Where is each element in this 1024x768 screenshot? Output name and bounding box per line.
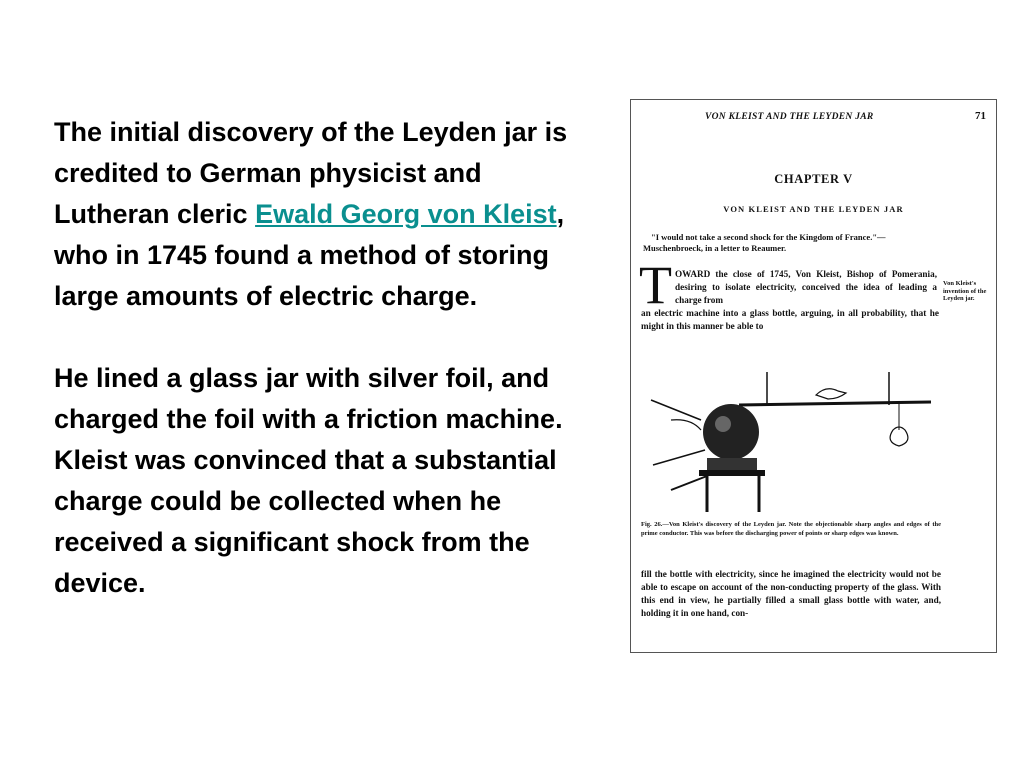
chapter-title: CHAPTER V	[774, 172, 853, 186]
paragraph-experiment: He lined a glass jar with silver foil, and charged the foil with a friction machine. Kleist was convinced that a substantial charge could be collected when he received a significant shock from the device.	[54, 363, 563, 598]
chapter-subtitle: VON KLEIST AND THE LEYDEN JAR	[723, 204, 904, 214]
margin-note: Von Kleist's invention of the Leyden jar.	[943, 280, 987, 302]
running-head: VON KLEIST AND THE LEYDEN JAR	[705, 112, 874, 122]
page-number: 71	[975, 110, 986, 122]
paragraph-discovery	[54, 112, 599, 317]
figure-caption: Fig. 26.—Von Kleist's discovery of the Leyden jar. Note the objectionable sharp angles and edges of the prime conductor. This was before the discharging power of points or sharp edges was known.	[641, 521, 941, 537]
body-text-continued: an electric machine into a glass bottle, arguing, in all probability, that he might in this manner be able to	[641, 308, 939, 331]
kleist-link[interactable]: Ewald Georg von Kleist	[255, 199, 557, 229]
slide-text	[54, 112, 599, 604]
body-text-start: OWARD the close of 1745, Von Kleist, Bishop of Pomerania, desiring to isolate electricity, conceived the idea of leading a charge from	[675, 269, 937, 305]
para1-text-before: The initial discovery of the Leyden jar is credited to German physicist and Lutheran cleric	[54, 117, 568, 229]
epigraph: "I would not take a second shock for the Kingdom of France."—Muschenbroeck, in a letter to Reaumer.	[643, 232, 886, 253]
body-text-after-figure: fill the bottle with electricity, since he imagined the electricity would not be able to escape on account of the non-conducting property of the glass. With this end in view, he partially filled a small glass bottle with water, and, holding it in one hand, con-	[641, 569, 941, 618]
para1-text-after: , who in 1745 found a method of storing large amounts of electric charge.	[54, 199, 565, 311]
book-page-scan	[630, 99, 997, 653]
leyden-jar-illustration	[631, 370, 996, 520]
drop-cap: T	[639, 255, 672, 315]
